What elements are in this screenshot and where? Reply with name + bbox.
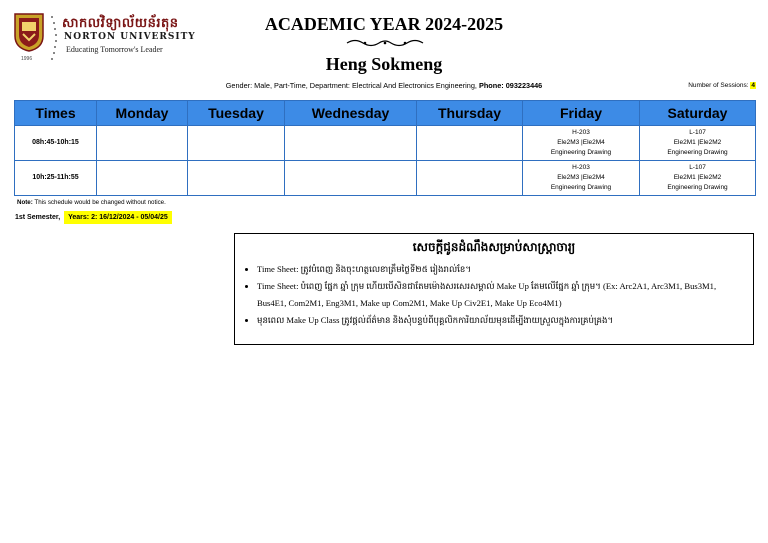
friday-cell — [523, 126, 640, 161]
note-text: This schedule would be changed without notice. — [34, 199, 166, 206]
schedule-note — [17, 199, 166, 206]
saturday-cell — [640, 161, 756, 196]
wednesday-cell — [285, 126, 417, 161]
class-subject: Engineering Drawing — [550, 149, 612, 156]
academic-year-title: ACADEMIC YEAR 2024-2025 — [264, 14, 504, 34]
years-range: Years: 2: 16/12/2024 - 05/04/25 — [64, 211, 172, 224]
student-info-text: Gender: Male, Part-Time, Department: Electrical And Electronics Engineering, — [225, 81, 477, 90]
column-header-saturday: Saturday — [640, 101, 756, 126]
notice-list — [243, 261, 747, 329]
table-header-row — [15, 101, 756, 126]
logo-year: 1996 — [21, 56, 33, 62]
class-groups: Ele2M1 |Ele2M2 — [673, 174, 722, 181]
friday-cell — [523, 161, 640, 196]
sessions-count — [688, 82, 756, 89]
monday-cell — [97, 161, 188, 196]
table-row — [15, 161, 756, 196]
logo-tagline: Educating Tomorrow's Leader — [66, 45, 163, 54]
column-header-thursday: Thursday — [417, 101, 523, 126]
column-header-monday: Monday — [97, 101, 188, 126]
semester-label: 1st Semester, — [15, 214, 61, 221]
class-subject: Engineering Drawing — [667, 184, 728, 191]
thursday-cell — [417, 126, 523, 161]
wednesday-cell — [285, 161, 417, 196]
student-name: Heng Sokmeng — [325, 54, 443, 74]
class-room: L-107 — [689, 164, 706, 171]
class-room: H-203 — [572, 164, 590, 171]
list-item: • មុនពេល Make Up Class ត្រូវផ្តល់ព័ត៌មាន និងសុំបន្ទប់ពីបុគ្គលិកការិយាល័យមុនដើម្បីងាយស្រួលក្នុងការគ្រប់គ្រង។ — [257, 312, 747, 329]
table-row — [15, 126, 756, 161]
class-groups: Ele2M3 |Ele2M4 — [557, 174, 605, 181]
phone-value: 093223446 — [505, 81, 543, 90]
phone-label: Phone: — [478, 81, 504, 90]
logo-khmer-name: សាកលវិទ្យាល័យន័រតុន — [62, 16, 179, 31]
tuesday-cell — [188, 126, 285, 161]
lecturer-notice-box — [234, 233, 754, 345]
column-header-wednesday: Wednesday — [285, 101, 417, 126]
tuesday-cell — [188, 161, 285, 196]
class-room: H-203 — [572, 129, 590, 136]
class-subject: Engineering Drawing — [550, 184, 612, 191]
schedule-table — [14, 100, 756, 196]
column-header-friday: Friday — [523, 101, 640, 126]
notice-title: សេចក្តីជូនដំណឹងសម្រាប់សាស្ត្រាចារ្យ — [412, 240, 576, 254]
sessions-label: Number of Sessions: — [688, 82, 749, 89]
logo-english-name: NORTON UNIVERSITY — [64, 32, 196, 42]
class-subject: Engineering Drawing — [667, 149, 728, 156]
time-slot: 08h:45-10h:15 — [15, 126, 97, 161]
column-header-times: Times — [15, 101, 97, 126]
sessions-value: 4 — [751, 82, 755, 89]
class-room: L-107 — [689, 129, 706, 136]
saturday-cell — [640, 126, 756, 161]
column-header-tuesday: Tuesday — [188, 101, 285, 126]
class-groups: Ele2M1 |Ele2M2 — [673, 139, 722, 146]
list-item: • Time Sheet: បំពេញ ផ្នែក ឆ្នាំ ក្រុម ហើយបើសិនជាតែមម៉ោងសរសេរសម្គាល់ Make Up តែមលើផ្នែក ឆ្នាំ ក្រុម។ (Ex: Arc2A1, Arc3M1, Bus3M1, Bus4E1, Com2M1, Eng3M1, Make up Com2M1, Make Up Civ2E1, Make Up Eco4M1) — [257, 278, 747, 312]
student-info-line — [0, 81, 768, 90]
monday-cell — [97, 126, 188, 161]
thursday-cell — [417, 161, 523, 196]
list-item: • Time Sheet: ត្រូវបំពេញ និងចុះហត្ថលេខាត្រឹមថ្ងៃទី២៥ រៀងរាល់ខែ។ — [257, 261, 747, 278]
time-slot: 10h:25-11h:55 — [15, 161, 97, 196]
note-label: Note: — [17, 199, 33, 206]
class-groups: Ele2M3 |Ele2M4 — [557, 139, 605, 146]
semester-line — [15, 214, 172, 221]
ornament-divider-icon — [345, 38, 425, 48]
